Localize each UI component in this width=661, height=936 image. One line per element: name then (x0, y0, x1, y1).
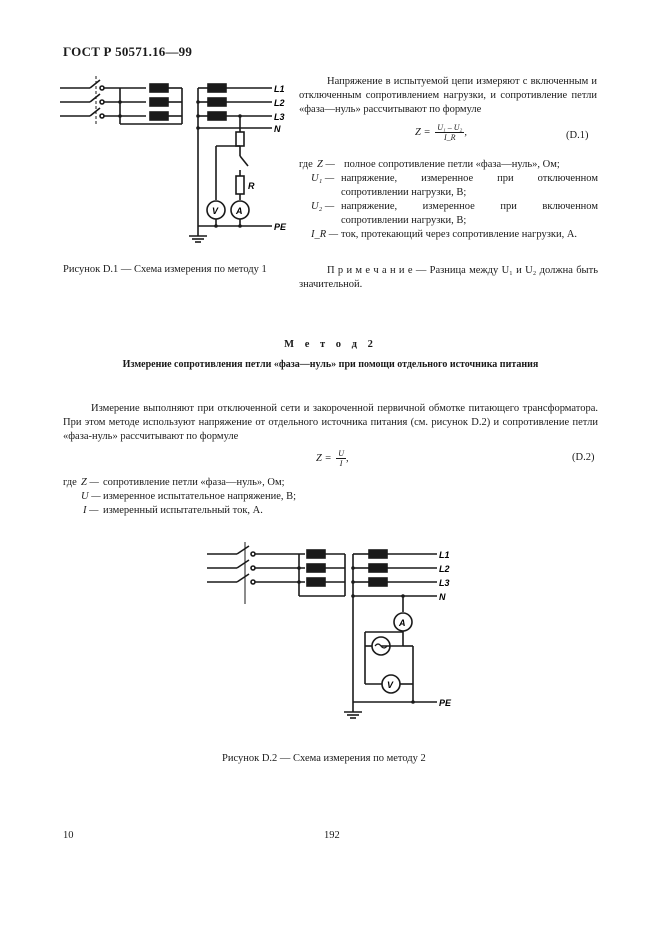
method2-paragraph: Измерение выполняют при отключенной сети и закороченной первичной обмотке питающего трансформатора. При этом методе используют напряжение от отдельного источника питания (см. рисунок D.2) и сопротивление петли «фаза-нуль» рассчитывают по формуле (63, 403, 598, 442)
legend-symbol: U₁ — (311, 173, 335, 184)
formula-d2-lhs: Z = (316, 452, 332, 464)
legend-symbol: U — (81, 491, 101, 502)
fig2-label-l2: L2 (439, 564, 450, 574)
method2-legend (63, 476, 463, 518)
legend-where: где (299, 159, 313, 170)
legend-row (311, 228, 598, 242)
fig2-label-v: V (387, 680, 394, 690)
formula-d2 (316, 449, 349, 468)
figure-d1-caption: Рисунок D.1 — Схема измерения по методу 1 (63, 264, 267, 275)
fig2-label-n: N (439, 592, 446, 602)
legend-where: где (63, 477, 77, 488)
formula-d2-denominator: I (339, 459, 343, 468)
legend-symbol: Z — (81, 477, 99, 488)
legend-row (63, 476, 463, 490)
method1-paragraph: Напряжение в испытуемой цепи измеряют с включенным и отключенным сопротивлением нагрузки, и сопротивление петли «фаза—нуль» рассчитывают по формуле (299, 76, 597, 115)
legend-desc: измеренное испытательное напряжение, В; (103, 491, 297, 502)
method1-note: П р и м е ч а н и е — Разница между U₁ и U₂ должна быть значительной. (299, 265, 598, 290)
formula-d1-denominator: I_R (443, 133, 456, 142)
fig1-label-n: N (274, 124, 281, 134)
fig1-label-pe: PE (274, 222, 287, 232)
formula-d1-lhs: Z = (415, 126, 431, 138)
legend-desc: сопротивление петли «фаза—нуль», Ом; (103, 477, 285, 488)
fig1-label-a: A (236, 206, 243, 216)
legend-row (311, 200, 598, 228)
legend-desc: ток, протекающий через сопротивление нагрузки, А. (341, 229, 578, 240)
footer-page-center: 192 (324, 830, 340, 841)
fig2-label-l1: L1 (439, 550, 450, 560)
fig2-label-a: A (399, 618, 406, 628)
legend-row (83, 504, 463, 518)
fig2-label-l3: L3 (439, 578, 450, 588)
document-header: ГОСТ Р 50571.16—99 (63, 44, 193, 59)
formula-d2-fraction (336, 449, 346, 468)
fig1-label-l1: L1 (274, 84, 285, 94)
method2-subtitle: Измерение сопротивления петли «фаза—нуль» при помощи отдельного источника питания (122, 359, 539, 370)
formula-d1-tail: , (464, 126, 467, 138)
fig1-label-r: R (248, 181, 255, 191)
legend-row (311, 172, 598, 200)
fig1-label-l2: L2 (274, 98, 285, 108)
fig1-label-v: V (212, 206, 219, 216)
formula-d1-number: (D.1) (566, 130, 589, 141)
formula-d2-number: (D.2) (572, 452, 595, 463)
legend-row (299, 158, 598, 172)
figure-d2-schematic (205, 542, 465, 722)
formula-d1-fraction (435, 123, 464, 142)
formula-d1 (415, 123, 467, 142)
footer-page-left: 10 (63, 830, 74, 841)
legend-symbol: I_R — (311, 229, 339, 240)
formula-d1-numerator: U₁ – U₂ (437, 123, 463, 132)
legend-desc: напряжение, измеренное при включенном сопротивлении нагрузки, В; (341, 201, 598, 226)
legend-desc: полное сопротивление петли «фаза—нуль», Ом; (344, 159, 560, 170)
formula-d2-tail: , (345, 452, 349, 464)
figure-d1-schematic (58, 76, 298, 246)
legend-symbol: Z — (317, 159, 335, 170)
legend-symbol: U₂ — (311, 201, 335, 212)
figure-d2-caption: Рисунок D.2 — Схема измерения по методу 2 (222, 753, 426, 764)
formula-d2-numerator: U (338, 449, 344, 458)
method1-legend (299, 158, 598, 242)
method2-title: М е т о д 2 (284, 339, 377, 350)
fig2-label-pe: PE (439, 698, 452, 708)
legend-desc: напряжение, измеренное при отключенном сопротивлении нагрузки, В; (341, 173, 598, 198)
fig1-label-l3: L3 (274, 112, 285, 122)
legend-symbol: I — (83, 505, 99, 516)
legend-row (81, 490, 463, 504)
legend-desc: измеренный испытательный ток, А. (103, 505, 263, 516)
